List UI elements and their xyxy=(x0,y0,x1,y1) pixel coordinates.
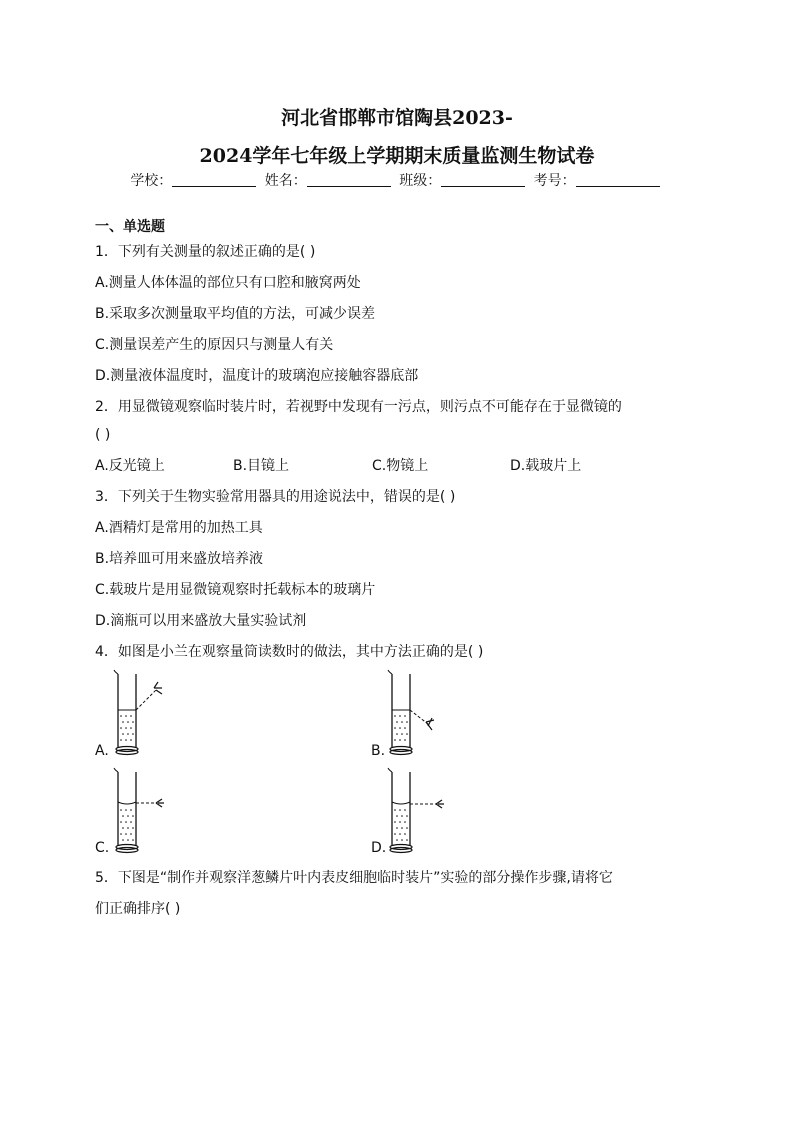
exam-number-label: 考号： xyxy=(533,173,576,189)
question-4-option-c-label: C. xyxy=(95,840,110,856)
class-label: 班级： xyxy=(399,173,442,189)
question-1-stem: 1．下列有关测量的叙述正确的是( ) xyxy=(95,244,316,260)
school-blank[interactable] xyxy=(172,172,256,187)
question-4-figure-a xyxy=(106,668,176,756)
question-1-option-a: A.测量人体体温的部位只有口腔和腋窝两处 xyxy=(95,275,361,291)
name-label: 姓名： xyxy=(264,173,307,189)
name-blank[interactable] xyxy=(307,172,391,187)
question-4-option-b-label: B. xyxy=(371,743,386,759)
question-4-option-a-label: A. xyxy=(95,743,109,759)
exam-number-blank[interactable] xyxy=(576,172,660,187)
question-3-stem: 3．下列关于生物实验常用器具的用途说法中，错误的是( ) xyxy=(95,489,456,505)
question-3-option-d: D.滴瓶可以用来盛放大量实验试剂 xyxy=(95,613,307,629)
document-title-line-2: 2024学年七年级上学期期末质量监测生物试卷 xyxy=(199,145,595,167)
question-2-stem-continued: ( ) xyxy=(95,427,111,443)
question-2-stem: 2．用显微镜观察临时装片时，若视野中发现有一污点，则污点不可能存在于显微镜的 xyxy=(95,399,622,415)
section-heading: 一、单选题 xyxy=(95,219,165,235)
question-3-option-b: B.培养皿可用来盛放培养液 xyxy=(95,551,264,567)
question-2-option-c: C.物镜上 xyxy=(372,458,429,474)
student-info-row xyxy=(0,170,794,190)
question-5-stem: 5．下图是“制作并观察洋葱鳞片叶内表皮细胞临时装片”实验的部分操作步骤,请将它 xyxy=(95,870,613,886)
question-4-figure-c xyxy=(106,766,176,854)
question-1-option-c: C.测量误差产生的原因只与测量人有关 xyxy=(95,337,334,353)
question-2-option-a: A.反光镜上 xyxy=(95,458,165,474)
question-4-stem: 4．如图是小兰在观察量筒读数时的做法，其中方法正确的是( ) xyxy=(95,644,484,660)
question-1-option-d: D.测量液体温度时，温度计的玻璃泡应接触容器底部 xyxy=(95,368,419,384)
question-1-option-b: B.采取多次测量取平均值的方法，可减少误差 xyxy=(95,306,376,322)
document-title-line-1: 河北省邯郸市馆陶县2023- xyxy=(281,107,513,129)
question-2-option-d: D.载玻片上 xyxy=(510,458,582,474)
question-4-option-d-label: D. xyxy=(371,840,387,856)
question-3-option-a: A.酒精灯是常用的加热工具 xyxy=(95,520,263,536)
question-2-option-b: B.目镜上 xyxy=(233,458,290,474)
question-4-figure-b xyxy=(380,668,450,756)
question-5-stem-continued: 们正确排序( ) xyxy=(95,901,181,917)
question-3-option-c: C.载玻片是用显微镜观察时托载标本的玻璃片 xyxy=(95,582,376,598)
school-label: 学校： xyxy=(130,173,173,189)
question-4-figure-d xyxy=(380,766,460,854)
class-blank[interactable] xyxy=(441,172,525,187)
